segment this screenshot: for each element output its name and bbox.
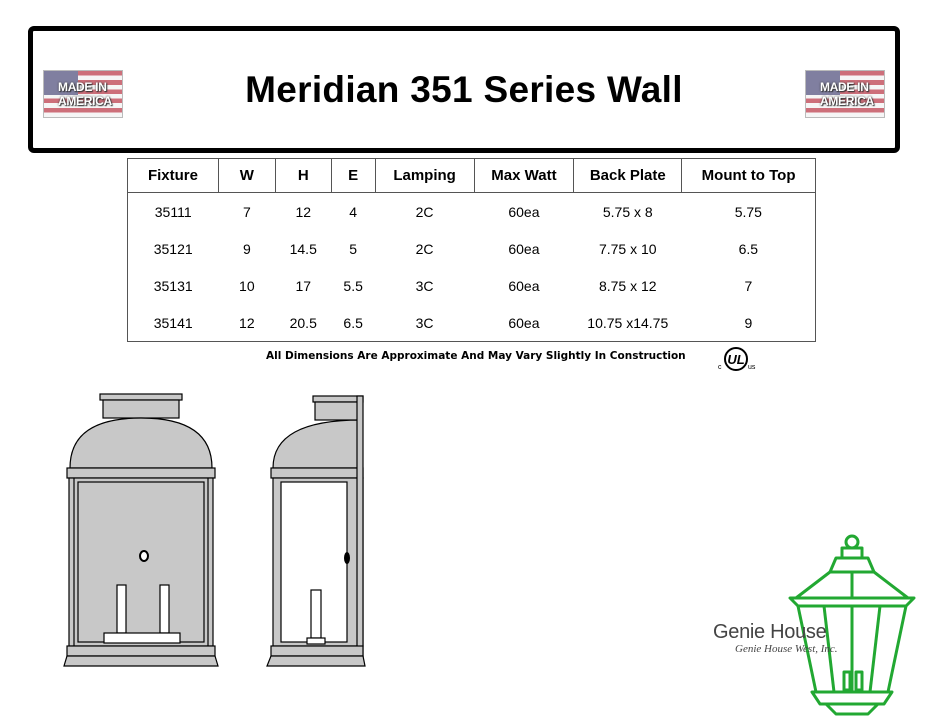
table-cell: 5.75: [734, 203, 762, 220]
column-header-max-watt: Max Watt: [474, 159, 574, 193]
table-cell: 20.5: [289, 314, 317, 331]
table-cell: 14.5: [289, 240, 317, 257]
table-cell: 35111: [128, 193, 219, 231]
ul-mark-us: us: [748, 364, 756, 371]
table-row: [128, 304, 816, 342]
fixture-front-view-drawing: [60, 390, 220, 670]
table-cell: 60ea: [508, 277, 540, 294]
table-row: [128, 193, 816, 231]
table-header-row: [128, 159, 816, 193]
table-cell: 9: [242, 240, 251, 257]
table-cell: 7: [242, 203, 251, 220]
column-header-mount-to-top: Mount to Top: [682, 159, 816, 193]
table-cell: 10: [239, 277, 255, 294]
column-header-height: H: [275, 159, 331, 193]
table-cell: 7.75 x 10: [598, 240, 657, 257]
table-cell: 10.75 x14.75: [587, 314, 669, 331]
page-title: Meridian 351 Series Wall: [245, 69, 683, 110]
table-cell: 8.75 x 12: [598, 277, 657, 294]
table-cell: 17: [295, 277, 312, 294]
fixture-side-view-drawing: [265, 390, 375, 670]
column-header-lamping: Lamping: [375, 159, 474, 193]
table-cell: 4: [349, 203, 358, 220]
table-cell: 5.75 x 8: [602, 203, 653, 220]
column-header-back-plate: Back Plate: [574, 159, 682, 193]
title-banner: [28, 26, 900, 153]
table-cell: 6.5: [343, 314, 363, 331]
table-cell: 5: [349, 240, 358, 257]
spec-table: [127, 158, 816, 342]
table-row: [128, 230, 816, 267]
brand-name: Genie House: [713, 621, 827, 643]
table-cell: 35131: [128, 267, 219, 304]
table-cell: 7: [744, 277, 753, 294]
table-cell: 3C: [415, 314, 434, 331]
ul-mark-c: c: [718, 364, 722, 371]
brand-subtitle: Genie House West, Inc.: [735, 643, 838, 655]
table-cell: 9: [744, 314, 753, 331]
table-cell: 60ea: [508, 240, 540, 257]
table-cell: 2C: [415, 203, 434, 220]
dimensions-disclaimer: All Dimensions Are Approximate And May Vary Slightly In Construction: [266, 350, 686, 362]
column-header-extension: E: [331, 159, 375, 193]
table-cell: 6.5: [738, 240, 759, 257]
table-cell: 60ea: [508, 203, 540, 220]
column-header-width: W: [218, 159, 275, 193]
table-cell: 3C: [415, 277, 434, 294]
column-header-fixture: Fixture: [128, 159, 219, 193]
made-in-america-badge-right: MADE IN AMERICA: [805, 70, 885, 118]
table-cell: 12: [295, 203, 312, 220]
table-cell: 5.5: [343, 277, 363, 294]
table-cell: 35141: [128, 304, 219, 342]
ul-listed-icon: [712, 344, 760, 374]
table-cell: 60ea: [508, 314, 540, 331]
table-cell: 2C: [415, 240, 434, 257]
table-row: [128, 267, 816, 304]
table-cell: 12: [239, 314, 255, 331]
made-in-america-badge-left: MADE IN AMERICA: [43, 70, 123, 118]
ul-mark-text: UL: [727, 352, 745, 367]
table-cell: 35121: [128, 230, 219, 267]
